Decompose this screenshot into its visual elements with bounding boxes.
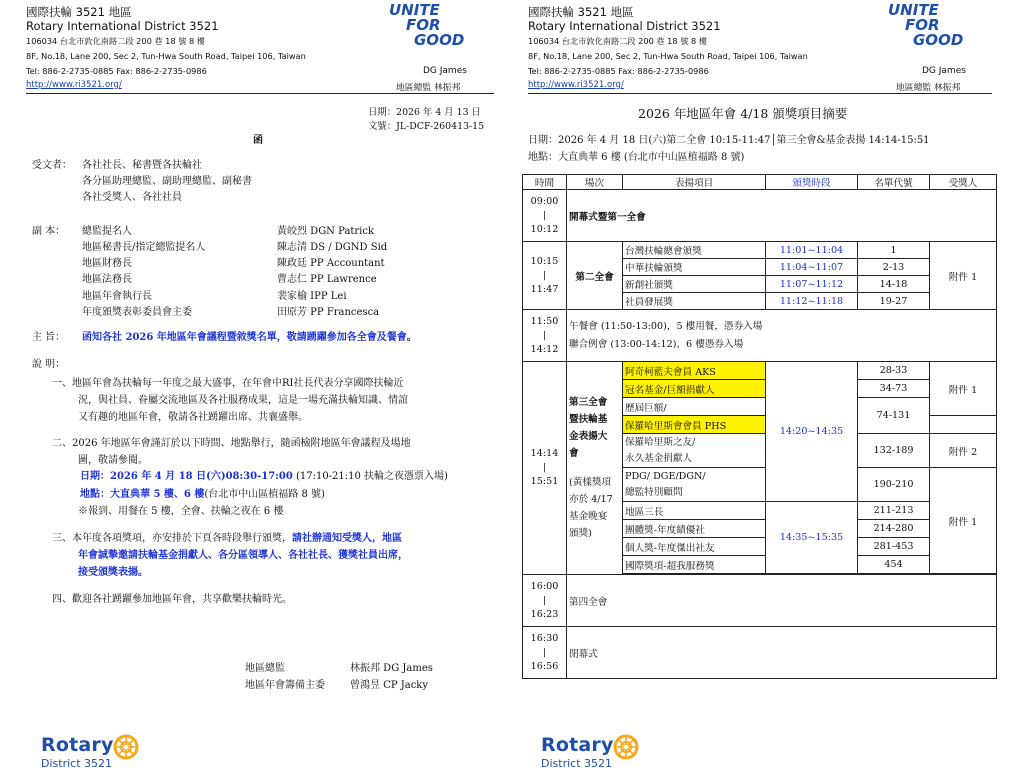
list-code: 1 [858,242,930,259]
cc-name: 裴家榆 IPP Lei [277,291,347,302]
award-item: 阿奇柯藍夫會員 AKS [623,362,766,380]
item-3-line: 年會誠摯邀請扶輪基金捐獻人、各分區領導人、各社社長、獲獎社員出席， [78,550,408,561]
tel-fax: Tel: 886-2-2735-0885 Fax: 886-2-2735-0986 [528,66,709,76]
table-header-row [523,175,997,190]
cc-label: 副 本： [32,226,66,237]
letterhead-rule [528,93,992,94]
cc-title: 地區財務長 [82,258,132,269]
circular-page [0,0,500,780]
letter-doc-number: 文號：JL-DCF-260413-15 [368,121,485,132]
table-row [523,190,997,242]
subject-label: 主 旨： [32,332,66,343]
time-cell: 14:14 | 15:51 [523,362,567,575]
recipient-line: 各社受獎人、各社社員 [82,192,182,203]
table-row [523,627,997,679]
list-code: 28-33 [858,362,930,380]
award-item: 團體獎-年度績優社 [623,520,766,538]
rotary-wordmark: Rotary [41,734,114,756]
list-code: 19-27 [858,293,930,310]
award-slot: 11:07~11:12 [766,276,858,293]
rotary-wheel-icon [613,734,639,760]
unite-for-good-logo: UNITE FOR GOOD [888,1,964,49]
time-cell: 16:30 | 16:56 [523,627,567,679]
summary-place-line: 地點：大直典華 6 樓 (台北市中山區植福路 8 號) [528,152,745,163]
time-cell: 10:15 | 11:47 [523,242,567,310]
table-row [523,362,997,380]
address-cn: 106034 台北市敦化南路二段 200 巷 18 號 8 樓 [26,36,205,46]
award-schedule-table [522,174,997,679]
award-item: 中華扶輪頒獎 [623,259,766,276]
letterhead-rule [26,93,494,94]
district-label: District 3521 [541,757,613,770]
summary-date-line: 日期：2026 年 4 月 18 日(六)第二全會 10:15-11:47│第三全會&基金表揚 14:14-15:51 [528,135,930,146]
item-2-note: ※報到、用餐在 5 樓，全會、扶輪之夜在 6 樓 [78,506,284,517]
address-en: 8F, No.18, Lane 200, Sec 2, Tun-Hwa South Road, Taipei 106, Taiwan [528,51,808,61]
list-code: 211-213 [858,502,930,520]
cc-name: 田原芳 PP Francesca [277,307,380,318]
award-item: 新創社頒獎 [623,276,766,293]
org-name-en: Rotary International District 3521 [528,19,721,33]
cc-name: 陳政廷 PP Accountant [277,258,385,269]
signer-2-title: 地區年會籌備主委 [245,680,325,691]
org-name-en: Rotary International District 3521 [26,19,219,33]
header-time: 時間 [523,175,567,190]
governor-cn: 地區總監 林振邦 [896,83,961,93]
item-3-line: 接受頒獎表揚。 [78,567,148,578]
award-item: 個人獎-年度傑出社友 [623,538,766,556]
address-cn: 106034 台北市敦化南路二段 200 巷 18 號 8 樓 [528,36,707,46]
award-item: 保羅哈里斯會會員 PHS [623,416,766,434]
summary-title: 2026 年地區年會 4/18 頒獎項目摘要 [638,106,848,121]
award-item: 國際獎項-超我服務獎 [623,556,766,574]
district-label: District 3521 [41,757,113,770]
website-link[interactable]: http://www.ri3521.org/ [528,80,624,90]
item-2-date: 日期：2026 年 4 月 18 日(六)08:30-17:00 (17:10-21:10 扶輪之夜憑票入場) [80,471,448,482]
item-2-line: 圖，敬請參閱。 [78,455,148,466]
item-1-line: 又有趣的地區年會，敬請各社踴躍出席、共襄盛舉。 [78,412,308,423]
rotary-footer-logo [41,734,114,770]
time-cell: 09:00 | 10:12 [523,190,567,242]
list-code: 132-189 [858,434,930,468]
org-name-cn: 國際扶輪 3521 地區 [26,5,132,19]
attachment-ref: 附件 1 [930,468,997,574]
subject-text: 函知各社 2026 年地區年會議程暨敘獎名單，敬請踴躍參加各全會及餐會。 [82,332,417,343]
governor-en: DG James [423,66,467,76]
time-cell: 16:00 | 16:23 [523,575,567,627]
time-cell: 11:50 | 14:12 [523,310,567,362]
award-slot: 14:20~14:35 [766,362,858,502]
award-item: PDG/ DGE/DGN/ 總監特別顧問 [623,468,766,502]
list-code: 454 [858,556,930,574]
session-cell: 第四全會 [567,575,997,627]
cc-title: 年度頒獎表彰委員會主委 [82,307,192,318]
header-session: 場次 [567,175,623,190]
cc-name: 曹志仁 PP Lawrence [277,274,377,285]
rotary-footer-logo [541,734,614,770]
cc-title: 總監提名人 [82,226,132,237]
letter-type: 函 [253,135,263,146]
attachment-ref: 附件 1 [930,242,997,310]
signer-1-name: 林振邦 DG James [350,663,433,674]
list-code: 2-13 [858,259,930,276]
cc-title: 地區法務長 [82,274,132,285]
item-1-line: 況，與社員、眷屬交流地區及各社服務成果，這是一場充滿扶輪知識、情誼 [78,395,408,406]
attachment-spacer [930,416,997,434]
governor-cn: 地區總監 林振邦 [396,83,461,93]
item-1-line: 一、地區年會為扶輪每一年度之最大盛事，在年會中RI社長代表分享國際扶輪近 [52,378,404,389]
award-summary-page [516,0,1024,780]
award-item: 保羅哈里斯之友/ 永久基金捐獻人 [623,434,766,468]
attachment-ref: 附件 1 [930,362,997,416]
session-cell: 第三全會 暨扶輪基 金表揚大 會 (黃樣獎項 亦於 4/17 基金晚宴 頒獎) [567,362,623,575]
award-slot: 11:04~11:07 [766,259,858,276]
table-row [523,575,997,627]
list-code: 190-210 [858,468,930,502]
session-cell: 閉幕式 [567,627,997,679]
governor-en: DG James [922,66,966,76]
cc-name: 黃皎烈 DGN Patrick [277,226,375,237]
award-slot: 11:01~11:04 [766,242,858,259]
cc-name: 陳志清 DS / DGND Sid [277,242,388,253]
recipient-line: 各社社長、秘書暨各扶輪社 [82,160,202,171]
list-code: 214-280 [858,520,930,538]
recipients-label: 受文者： [32,160,72,171]
item-3-line: 三、本年度各項獎項，亦安排於下頁各時段舉行頒獎，請社辦通知受獎人，地區 [52,533,402,544]
list-code: 281-453 [858,538,930,556]
header-item: 表揚項目 [623,175,766,190]
header-awardee: 受獎人 [930,175,997,190]
session-cell: 第二全會 [567,242,623,310]
list-code: 74-131 [858,398,930,434]
list-code: 14-18 [858,276,930,293]
session-cell: 開幕式暨第一全會 [567,190,997,242]
explanation-label: 說 明： [32,359,66,370]
website-link[interactable]: http://www.ri3521.org/ [26,80,122,90]
attachment-ref: 附件 2 [930,434,997,468]
award-item: 地區三長 [623,502,766,520]
item-2-line: 二、2026 年地區年會謹訂於以下時間、地點舉行，隨函檢附地區年會議程及場地 [52,438,411,449]
tel-fax: Tel: 886-2-2735-0885 Fax: 886-2-2735-0986 [26,66,207,76]
award-item: 台灣扶輪總會頒獎 [623,242,766,259]
list-code: 34-73 [858,380,930,398]
unite-for-good-logo: UNITE FOR GOOD [389,1,465,49]
table-row [523,310,997,362]
award-item: 歷屆巨額/ [623,398,766,416]
address-en: 8F, No.18, Lane 200, Sec 2, Tun-Hwa South Road, Taipei 106, Taiwan [26,51,306,61]
award-slot: 14:35~15:35 [766,502,858,574]
item-2-place: 地點：大直典華 5 樓、6 樓(台北市中山區植福路 8 號) [80,489,325,500]
award-item: 社員發展獎 [623,293,766,310]
table-row [523,242,997,259]
award-item: 冠名基金/巨額捐獻人 [623,380,766,398]
rotary-wheel-icon [113,734,139,760]
signer-2-name: 曾鴻昱 CP Jacky [350,680,429,691]
rotary-wordmark: Rotary [541,734,614,756]
award-slot: 11:12~11:18 [766,293,858,310]
lunch-cell: 午餐會 (11:50-13:00)，5 樓用餐，憑券入場 聯合例會 (13:00-14:12)，6 樓憑券入場 [567,310,997,362]
cc-title: 地區秘書長/指定總監提名人 [82,242,206,253]
letter-date: 日期：2026 年 4 月 13 日 [368,107,481,118]
header-slot: 頒獎時段 [766,175,858,190]
recipient-line: 各分區助理總監、副助理總監、副秘書 [82,176,252,187]
org-name-cn: 國際扶輪 3521 地區 [528,5,634,19]
cc-title: 地區年會執行長 [82,291,152,302]
header-code: 名單代號 [858,175,930,190]
signer-1-title: 地區總監 [245,663,285,674]
item-4-line: 四、歡迎各社踴躍參加地區年會，共享歡樂扶輪時光。 [52,594,292,605]
